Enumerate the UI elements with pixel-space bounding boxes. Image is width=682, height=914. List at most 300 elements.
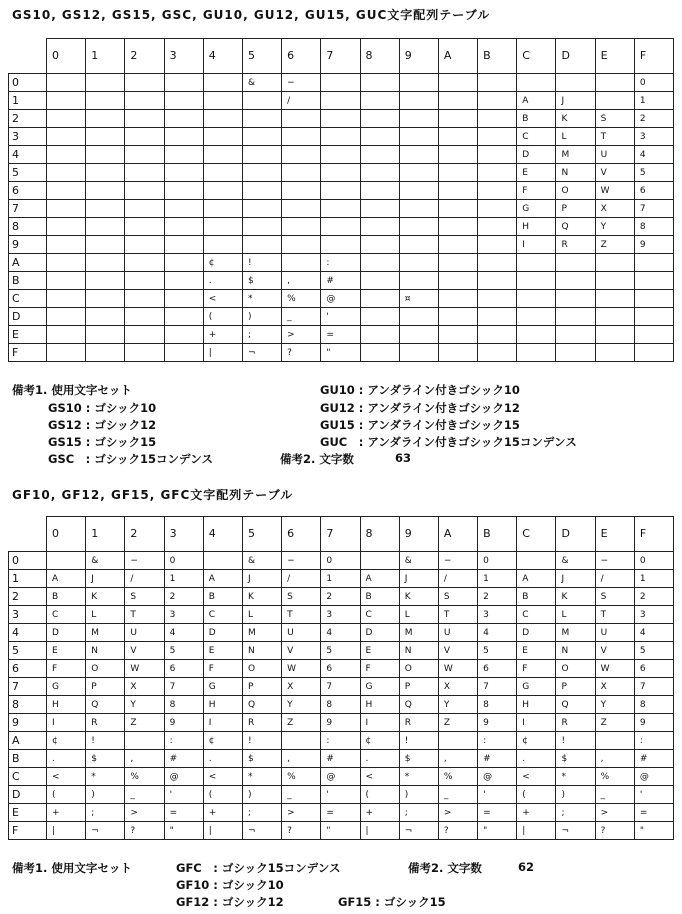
- table-cell: [47, 218, 86, 236]
- table-cell: [125, 74, 164, 92]
- table-cell: =: [478, 804, 517, 822]
- table-cell: +: [360, 804, 399, 822]
- row-header: 0: [9, 552, 47, 570]
- row-header: E: [9, 804, 47, 822]
- table-cell: X: [125, 678, 164, 696]
- table-row: [9, 750, 674, 768]
- table-cell: F: [517, 182, 556, 200]
- table-cell: K: [399, 588, 438, 606]
- table-cell: *: [242, 290, 281, 308]
- table-cell: S: [438, 588, 477, 606]
- table-cell: [164, 236, 203, 254]
- table-cell: 5: [478, 642, 517, 660]
- table-cell: [47, 552, 86, 570]
- table-row: [9, 146, 674, 164]
- table-cell: %: [595, 768, 634, 786]
- table-cell: V: [125, 642, 164, 660]
- column-header: C: [517, 39, 556, 74]
- row-header: F: [9, 822, 47, 840]
- table-cell: #: [321, 750, 360, 768]
- table-cell: [125, 200, 164, 218]
- table-cell: 7: [478, 678, 517, 696]
- table-cell: J: [399, 570, 438, 588]
- column-header: 6: [282, 517, 321, 552]
- table-cell: %: [282, 768, 321, 786]
- table-cell: Y: [595, 696, 634, 714]
- table-cell: [478, 146, 517, 164]
- table-cell: %: [125, 768, 164, 786]
- note2-label: 備考1. 使用文字セット: [12, 861, 132, 875]
- table-cell: H: [360, 696, 399, 714]
- column-header: B: [478, 39, 517, 74]
- table-cell: :: [164, 732, 203, 750]
- table-cell: [242, 146, 281, 164]
- table-cell: [86, 272, 125, 290]
- table-cell: [164, 308, 203, 326]
- table-cell: ?: [438, 822, 477, 840]
- table-cell: W: [282, 660, 321, 678]
- note2-gfc: GFC : ゴシック15コンデンス: [176, 861, 341, 875]
- table-cell: −: [438, 552, 477, 570]
- column-header: 8: [360, 517, 399, 552]
- table-cell: [634, 254, 673, 272]
- table-cell: K: [556, 110, 595, 128]
- table-cell: 6: [321, 660, 360, 678]
- table-cell: [438, 92, 477, 110]
- table-cell: F: [360, 660, 399, 678]
- table-cell: [164, 74, 203, 92]
- table-cell: !: [556, 732, 595, 750]
- table-cell: ¬: [242, 344, 281, 362]
- table-cell: [242, 110, 281, 128]
- table-cell: _: [438, 786, 477, 804]
- note1-gs10: GS10 : ゴシック10: [48, 401, 157, 415]
- note2-gf12: GF12 : ゴシック12: [176, 895, 284, 909]
- table-cell: 6: [634, 182, 673, 200]
- note1-count-label: 備考2. 文字数: [280, 452, 354, 466]
- table-cell: [47, 200, 86, 218]
- table-row: [9, 552, 674, 570]
- table-cell: [125, 326, 164, 344]
- table-cell: A: [517, 570, 556, 588]
- header-row: [9, 39, 674, 74]
- table-cell: [634, 290, 673, 308]
- table-cell: [438, 308, 477, 326]
- table-cell: [438, 74, 477, 92]
- table-cell: [47, 110, 86, 128]
- table-cell: 8: [478, 696, 517, 714]
- row-header: B: [9, 272, 47, 290]
- table2-title: GF10, GF12, GF15, GFC文字配列テーブル: [12, 488, 294, 502]
- table-cell: [47, 290, 86, 308]
- table-row: [9, 570, 674, 588]
- table-cell: S: [595, 588, 634, 606]
- table-cell: [86, 146, 125, 164]
- table-cell: V: [595, 642, 634, 660]
- table-cell: 2: [634, 110, 673, 128]
- table-cell: ': [634, 786, 673, 804]
- table-cell: [242, 236, 281, 254]
- table-cell: ": [321, 344, 360, 362]
- table-cell: [47, 146, 86, 164]
- table-cell: [556, 308, 595, 326]
- table-cell: [517, 344, 556, 362]
- table-cell: B: [360, 588, 399, 606]
- table-cell: S: [282, 588, 321, 606]
- table-cell: !: [86, 732, 125, 750]
- table-cell: X: [595, 678, 634, 696]
- table-cell: B: [203, 588, 242, 606]
- table-cell: [517, 254, 556, 272]
- table-cell: Q: [556, 696, 595, 714]
- table-row: [9, 200, 674, 218]
- table-cell: /: [595, 570, 634, 588]
- table-cell: [517, 552, 556, 570]
- table-cell: D: [517, 146, 556, 164]
- table-cell: [360, 254, 399, 272]
- table-cell: 0: [164, 552, 203, 570]
- table-cell: U: [282, 624, 321, 642]
- table-cell: [399, 74, 438, 92]
- table-cell: ": [478, 822, 517, 840]
- table-cell: [242, 164, 281, 182]
- table-cell: [438, 164, 477, 182]
- table-cell: [399, 308, 438, 326]
- table-cell: [517, 272, 556, 290]
- table-cell: [478, 236, 517, 254]
- column-header: D: [556, 39, 595, 74]
- table-cell: *: [242, 768, 281, 786]
- table-cell: [164, 146, 203, 164]
- table-cell: <: [203, 768, 242, 786]
- note1-gsc: GSC : ゴシック15コンデンス: [48, 452, 213, 466]
- column-header: B: [478, 517, 517, 552]
- table-cell: &: [242, 552, 281, 570]
- table-cell: X: [595, 200, 634, 218]
- note1-gs15: GS15 : ゴシック15: [48, 435, 157, 449]
- table-cell: (: [203, 308, 242, 326]
- table-cell: 4: [634, 624, 673, 642]
- table-cell: [164, 218, 203, 236]
- table-cell: [360, 182, 399, 200]
- table-cell: !: [242, 732, 281, 750]
- table-cell: 7: [164, 678, 203, 696]
- column-header: F: [634, 39, 673, 74]
- table-cell: [478, 254, 517, 272]
- table-cell: (: [360, 786, 399, 804]
- table-cell: .: [203, 750, 242, 768]
- table-cell: [595, 732, 634, 750]
- table-cell: X: [282, 678, 321, 696]
- table-cell: :: [478, 732, 517, 750]
- table-cell: |: [203, 822, 242, 840]
- table-cell: I: [360, 714, 399, 732]
- table-cell: $: [242, 272, 281, 290]
- table-cell: A: [47, 570, 86, 588]
- table-cell: [164, 182, 203, 200]
- character-table-2: [8, 516, 674, 840]
- table-cell: [478, 344, 517, 362]
- table-cell: M: [556, 624, 595, 642]
- table-cell: ;: [242, 326, 281, 344]
- table-cell: 7: [321, 678, 360, 696]
- table-cell: |: [203, 344, 242, 362]
- table-cell: E: [360, 642, 399, 660]
- table-cell: H: [203, 696, 242, 714]
- table-row: [9, 678, 674, 696]
- table-cell: [86, 254, 125, 272]
- table-cell: [164, 272, 203, 290]
- table-cell: 5: [321, 642, 360, 660]
- table-cell: @: [321, 290, 360, 308]
- row-header: F: [9, 344, 47, 362]
- table-cell: [399, 92, 438, 110]
- table-cell: −: [282, 552, 321, 570]
- table-cell: [125, 146, 164, 164]
- table-cell: E: [203, 642, 242, 660]
- row-header: C: [9, 768, 47, 786]
- table-cell: [399, 236, 438, 254]
- table-cell: U: [438, 624, 477, 642]
- table-cell: T: [125, 606, 164, 624]
- table-cell: [478, 272, 517, 290]
- table-cell: 9: [164, 714, 203, 732]
- table-cell: −: [595, 552, 634, 570]
- table-cell: Q: [86, 696, 125, 714]
- table-cell: G: [203, 678, 242, 696]
- table-row: [9, 714, 674, 732]
- table-cell: Z: [438, 714, 477, 732]
- table-cell: W: [438, 660, 477, 678]
- table-cell: N: [242, 642, 281, 660]
- table-cell: [360, 146, 399, 164]
- table-cell: 1: [634, 92, 673, 110]
- row-header: 2: [9, 110, 47, 128]
- column-header: 2: [125, 517, 164, 552]
- table-cell: E: [517, 164, 556, 182]
- table-cell: [242, 92, 281, 110]
- table-cell: [321, 200, 360, 218]
- table-cell: M: [86, 624, 125, 642]
- table-cell: |: [517, 822, 556, 840]
- table-cell: [360, 308, 399, 326]
- table-cell: ): [556, 786, 595, 804]
- row-header: C: [9, 290, 47, 308]
- row-header: 6: [9, 182, 47, 200]
- row-header: D: [9, 308, 47, 326]
- table-cell: X: [438, 678, 477, 696]
- table-cell: [438, 110, 477, 128]
- table-cell: [556, 272, 595, 290]
- table-cell: [86, 344, 125, 362]
- table-cell: +: [47, 804, 86, 822]
- table-cell: [203, 128, 242, 146]
- header-row: [9, 517, 674, 552]
- table-cell: 6: [634, 660, 673, 678]
- table-cell: E: [517, 642, 556, 660]
- table-row: [9, 804, 674, 822]
- table-cell: W: [595, 182, 634, 200]
- table-cell: O: [556, 182, 595, 200]
- table-cell: [399, 326, 438, 344]
- table-cell: [478, 92, 517, 110]
- table-cell: [438, 344, 477, 362]
- table-cell: D: [360, 624, 399, 642]
- column-header: A: [438, 39, 477, 74]
- table-row: [9, 326, 674, 344]
- table-cell: 2: [634, 588, 673, 606]
- table-cell: Z: [125, 714, 164, 732]
- table-cell: &: [399, 552, 438, 570]
- table-cell: 1: [634, 570, 673, 588]
- table-cell: [125, 236, 164, 254]
- table-cell: ,: [282, 750, 321, 768]
- table-cell: [438, 254, 477, 272]
- table-cell: [282, 218, 321, 236]
- table-cell: N: [399, 642, 438, 660]
- table-cell: F: [47, 660, 86, 678]
- table-cell: ,: [282, 272, 321, 290]
- table-cell: P: [556, 678, 595, 696]
- table-cell: [86, 326, 125, 344]
- table-cell: @: [164, 768, 203, 786]
- column-header: A: [438, 517, 477, 552]
- table-cell: S: [595, 110, 634, 128]
- row-header: 8: [9, 218, 47, 236]
- table-cell: [399, 110, 438, 128]
- table-cell: [164, 110, 203, 128]
- table-cell: *: [86, 768, 125, 786]
- table-cell: [438, 200, 477, 218]
- table-cell: >: [125, 804, 164, 822]
- table-row: [9, 822, 674, 840]
- table-cell: (: [517, 786, 556, 804]
- table-cell: [203, 164, 242, 182]
- table-cell: /: [125, 570, 164, 588]
- table-cell: −: [282, 74, 321, 92]
- table-cell: 6: [478, 660, 517, 678]
- row-header: 1: [9, 92, 47, 110]
- table-cell: 4: [634, 146, 673, 164]
- table-cell: $: [242, 750, 281, 768]
- row-header: 2: [9, 588, 47, 606]
- table-cell: 1: [321, 570, 360, 588]
- table-cell: ): [399, 786, 438, 804]
- table-cell: [360, 552, 399, 570]
- table-row: [9, 660, 674, 678]
- table-cell: [399, 146, 438, 164]
- table-cell: K: [242, 588, 281, 606]
- table-cell: ?: [125, 822, 164, 840]
- table-row: [9, 786, 674, 804]
- table-cell: [399, 218, 438, 236]
- table-cell: [203, 182, 242, 200]
- row-header: 1: [9, 570, 47, 588]
- table-cell: 1: [164, 570, 203, 588]
- table-cell: ,: [595, 750, 634, 768]
- row-header: 9: [9, 236, 47, 254]
- table-cell: [282, 732, 321, 750]
- table-cell: [595, 272, 634, 290]
- table-cell: [47, 326, 86, 344]
- table-row: [9, 696, 674, 714]
- table-cell: [478, 74, 517, 92]
- row-header: 3: [9, 128, 47, 146]
- table-cell: M: [242, 624, 281, 642]
- table-cell: R: [399, 714, 438, 732]
- table-cell: D: [517, 624, 556, 642]
- table-cell: ': [164, 786, 203, 804]
- row-header: 9: [9, 714, 47, 732]
- table-cell: =: [321, 326, 360, 344]
- row-header: D: [9, 786, 47, 804]
- table-cell: N: [86, 642, 125, 660]
- table-cell: [360, 218, 399, 236]
- table-cell: [360, 326, 399, 344]
- table-cell: [556, 254, 595, 272]
- row-header: 6: [9, 660, 47, 678]
- table-cell: [321, 164, 360, 182]
- table-cell: [360, 128, 399, 146]
- table-cell: [517, 74, 556, 92]
- table-cell: [125, 110, 164, 128]
- table-cell: I: [203, 714, 242, 732]
- table-cell: [360, 344, 399, 362]
- row-header: A: [9, 732, 47, 750]
- table-cell: [478, 326, 517, 344]
- table-cell: T: [595, 606, 634, 624]
- table-cell: H: [47, 696, 86, 714]
- table-cell: =: [634, 804, 673, 822]
- table-cell: G: [517, 200, 556, 218]
- table-cell: [399, 200, 438, 218]
- table-cell: *: [556, 768, 595, 786]
- table-cell: [125, 218, 164, 236]
- table-cell: 1: [478, 570, 517, 588]
- table-cell: Y: [595, 218, 634, 236]
- table-cell: :: [321, 254, 360, 272]
- table-row: [9, 272, 674, 290]
- column-header: E: [595, 39, 634, 74]
- table-cell: [242, 182, 281, 200]
- note1-label: 備考1. 使用文字セット: [12, 383, 132, 397]
- table-cell: [164, 164, 203, 182]
- table-cell: [164, 92, 203, 110]
- table-cell: ": [321, 822, 360, 840]
- table-cell: [125, 128, 164, 146]
- table-row: [9, 164, 674, 182]
- table-cell: @: [634, 768, 673, 786]
- table-cell: ,: [125, 750, 164, 768]
- table-cell: [47, 74, 86, 92]
- table-cell: [47, 182, 86, 200]
- table-cell: >: [438, 804, 477, 822]
- column-header: 4: [203, 39, 242, 74]
- table-row: [9, 588, 674, 606]
- table-cell: [360, 236, 399, 254]
- table-cell: [634, 344, 673, 362]
- table-cell: 4: [478, 624, 517, 642]
- note1-gs12: GS12 : ゴシック12: [48, 418, 157, 432]
- table-cell: C: [517, 128, 556, 146]
- table-row: [9, 768, 674, 786]
- table-cell: J: [556, 92, 595, 110]
- table-cell: 4: [164, 624, 203, 642]
- table-cell: [203, 218, 242, 236]
- table-cell: [321, 182, 360, 200]
- table-cell: [86, 236, 125, 254]
- table-cell: [321, 128, 360, 146]
